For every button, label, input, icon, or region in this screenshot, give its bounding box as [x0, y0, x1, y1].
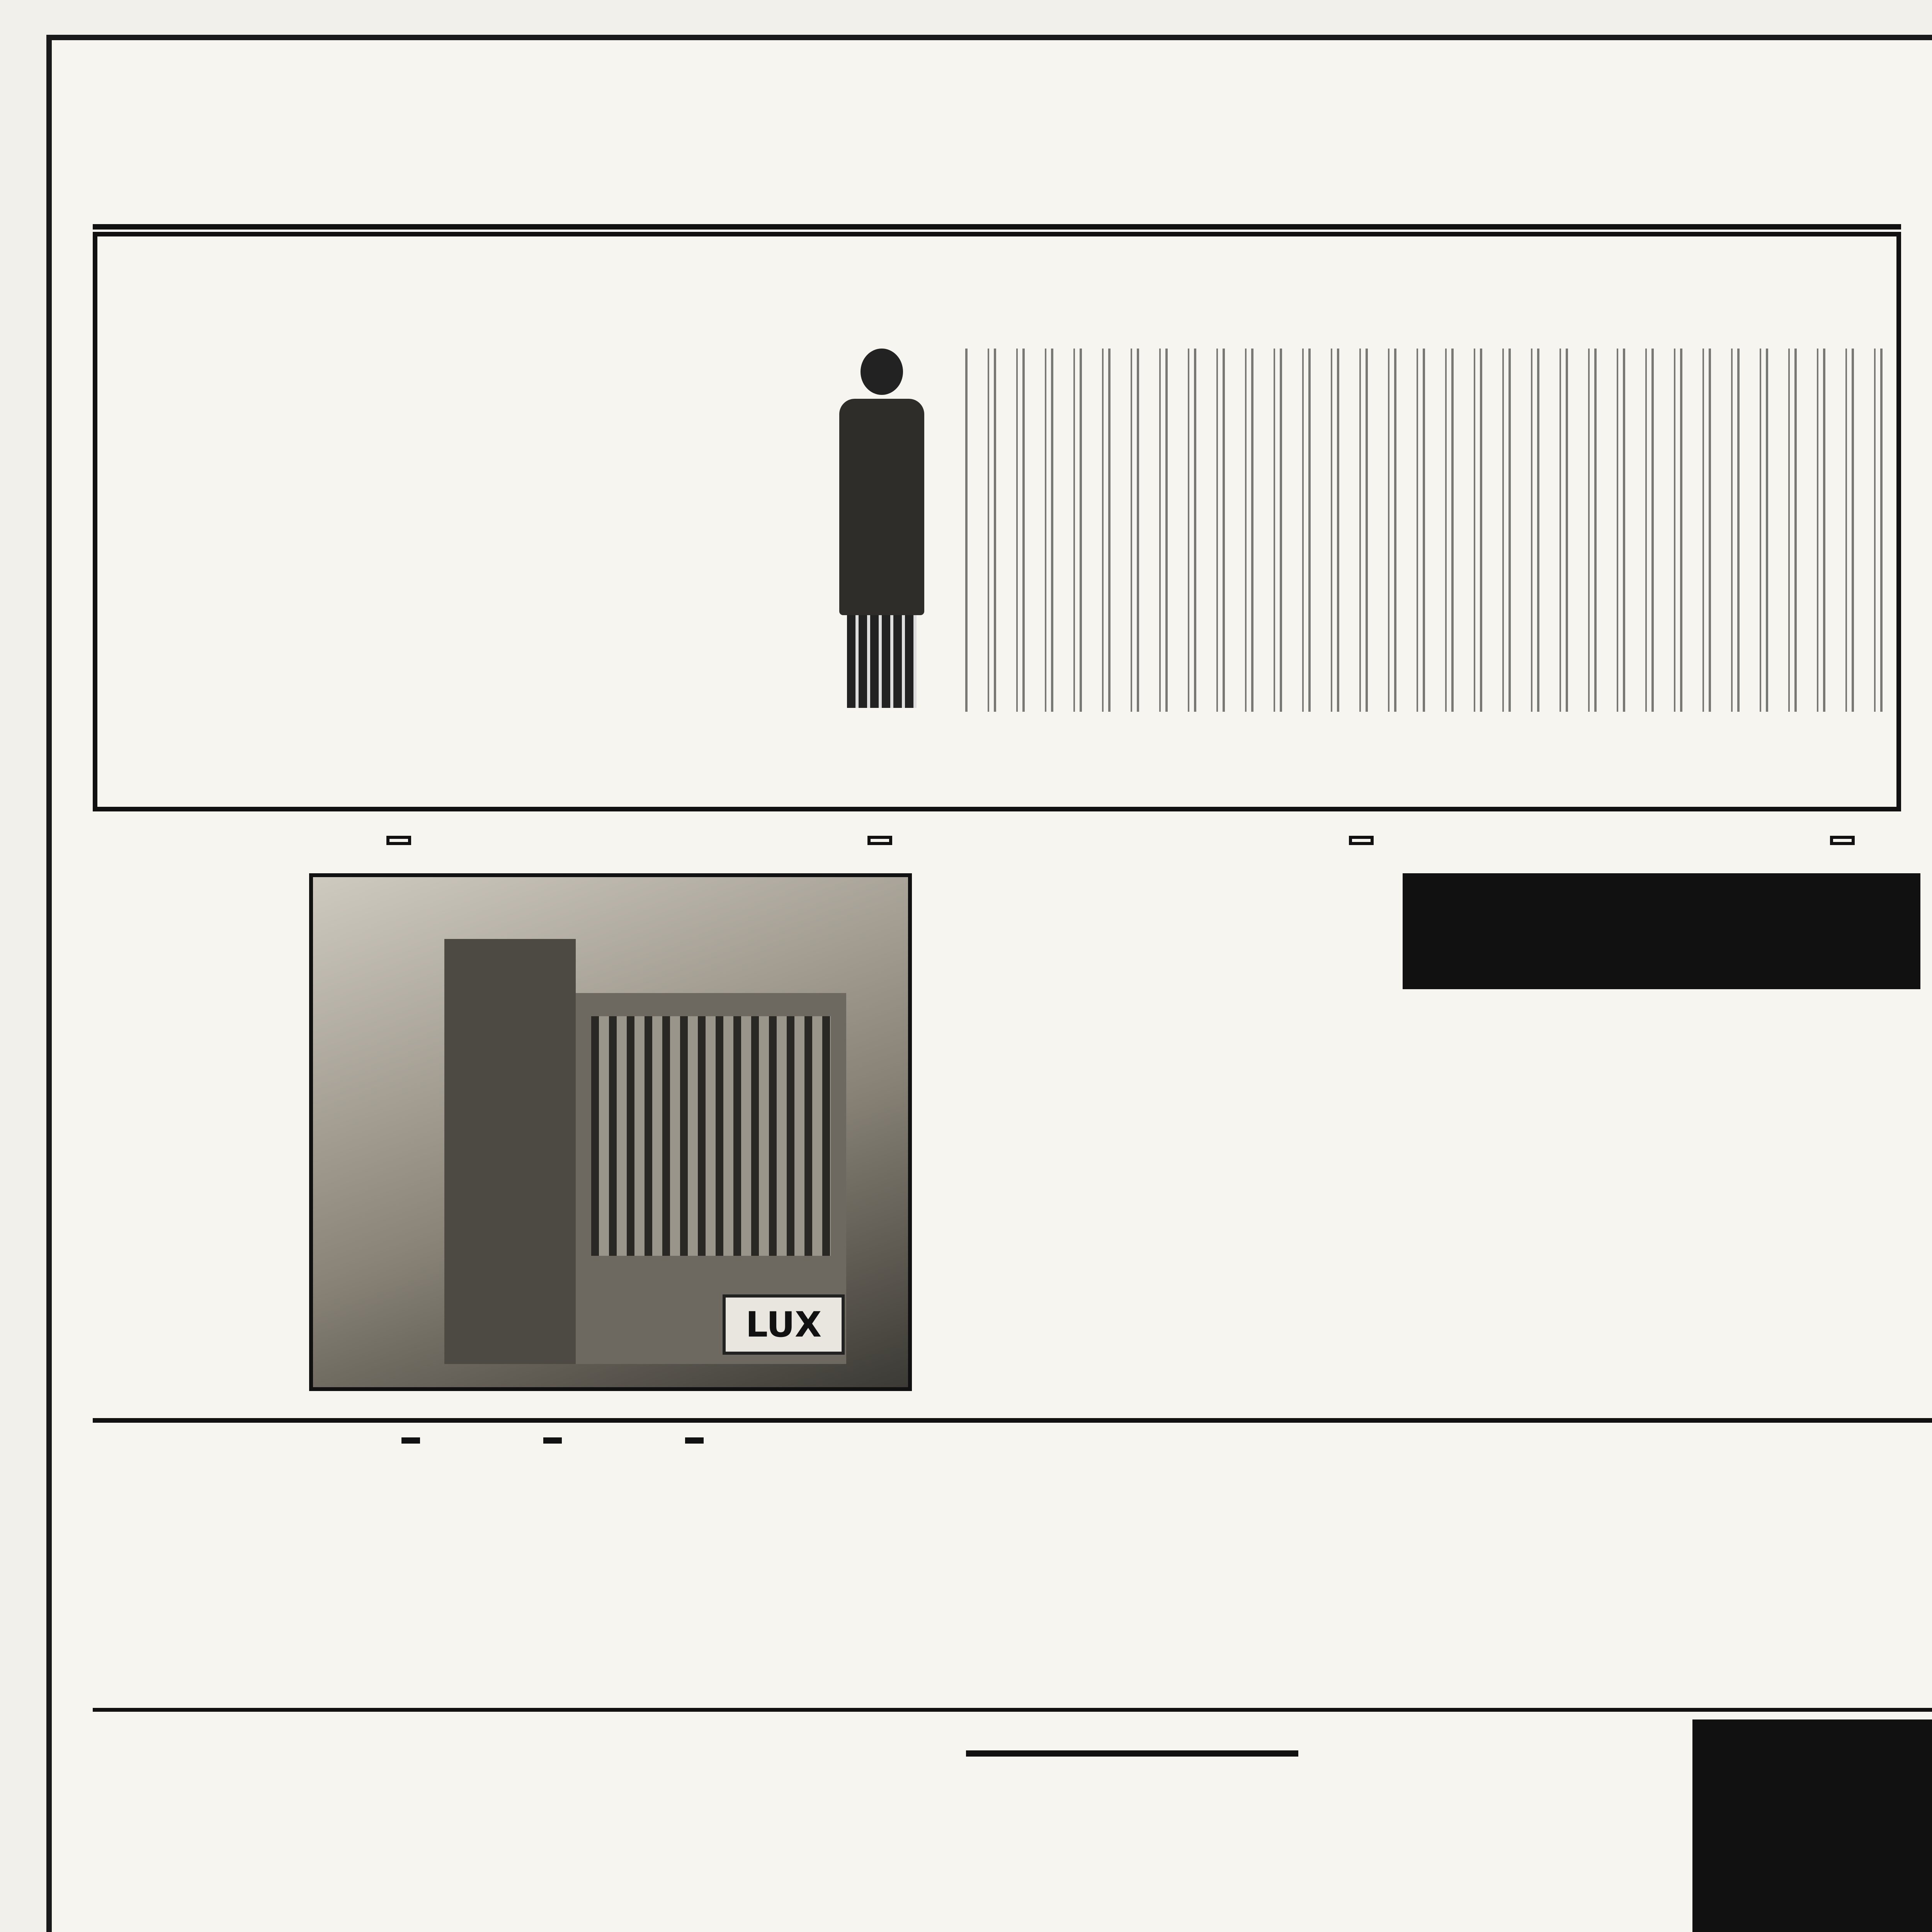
kay-sang-ad	[93, 1719, 958, 1932]
lux-sign: LUX	[723, 1294, 845, 1355]
praise-product	[966, 1750, 1298, 1757]
hotel-photo	[309, 873, 912, 1391]
vendor-figure	[824, 349, 940, 712]
jun-kee-char-2	[543, 1437, 562, 1444]
jun-kee-ad	[93, 1434, 788, 1700]
agents-english	[108, 1719, 429, 1932]
testimony	[1306, 1719, 1685, 1932]
drummond-ad	[804, 1434, 1020, 1700]
jun-kee-char-1	[685, 1437, 704, 1444]
yee-lun-banner	[1403, 873, 1920, 989]
address-block	[186, 352, 291, 700]
association-list	[1360, 1434, 1932, 1700]
price-list	[298, 604, 801, 716]
san-bian-headline-box	[1692, 1719, 1932, 1932]
boiler-ad	[1036, 1434, 1352, 1700]
masthead	[93, 174, 1901, 230]
hotel-info	[100, 893, 301, 1395]
medicine-ad	[93, 232, 1901, 811]
praise-poem	[966, 1735, 1298, 1932]
agent-3	[867, 836, 892, 845]
agents-bar	[386, 819, 1855, 862]
middle-divider	[93, 1418, 1932, 1423]
agent-4	[386, 836, 411, 845]
praise-columns	[966, 1772, 1298, 1932]
yee-lun-copy	[1464, 1066, 1920, 1399]
ad-body-text	[963, 349, 1883, 712]
agents-chinese	[433, 1719, 533, 1932]
yee-lun-ad	[1387, 866, 1932, 1406]
agent-1	[1830, 836, 1855, 845]
agent-2	[1349, 836, 1374, 845]
newspaper-page	[46, 35, 1932, 1932]
lower-divider	[93, 1708, 1932, 1712]
jun-kee-char-3	[401, 1437, 420, 1444]
jun-kee-header	[340, 1437, 765, 1444]
donation-list	[935, 869, 1368, 1410]
jun-kee-copy	[100, 1434, 332, 1696]
